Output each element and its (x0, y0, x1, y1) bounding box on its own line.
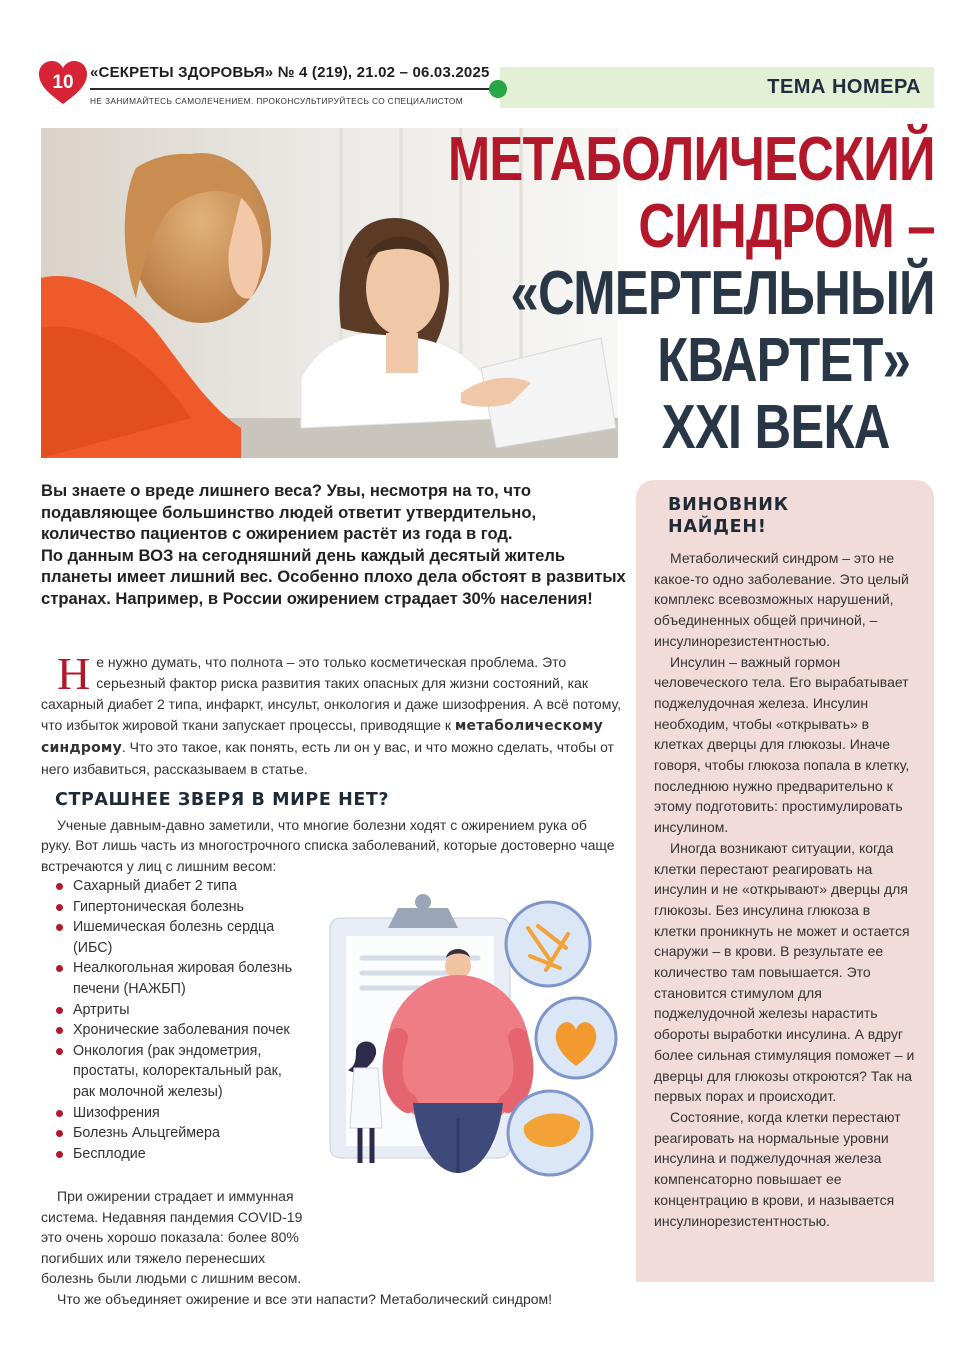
disease-list (55, 876, 305, 1164)
disease-list-item: Сахарный диабет 2 типа (55, 876, 305, 897)
disease-list-item: Хронические заболевания почек (55, 1020, 305, 1041)
green-dot (489, 80, 507, 98)
section-label: ТЕМА НОМЕРА (767, 76, 921, 98)
sidebar-paragraph-3: Иногда возникают ситуации, когда клетки перестают реагировать на инсулин и не «открывают» дверцы для глюкозы. Без инсулина глюкоза в клетки проникнуть не может и остается снаружи – в крови. В результате ее количество там повышается. Это становится стимулом для поджелудочной железы нарастить обороты выработки инсулина. А вдруг более сильная стимуляция поможет – и дверцы для глюкозы откроются? Так на первых порах и происходит. (654, 839, 915, 1105)
publication-title: «СЕКРЕТЫ ЗДОРОВЬЯ» № 4 (219), 21.02 – 06.03.2025 (90, 64, 490, 81)
section1-tail (41, 1186, 631, 1310)
section1-paragraph: Ученые давным-давно заметили, что многие болезни ходят с ожирением рука об руку. Вот лишь часть из многострочного списка заболеваний, которые достоверно чаще встречаются у лиц с лишним весом: (41, 817, 615, 874)
sidebar-title-line-1: ВИНОВНИК (668, 495, 789, 515)
obesity-illustration (318, 888, 618, 1180)
lead-text (41, 480, 626, 609)
headline-line-3: «СМЕРТЕЛЬНЫЙ (510, 259, 935, 328)
sidebar-paragraph-1: Метаболический синдром – это не какое-то одно заболевание. Это целый комплекс всевозможных нарушений, объединенных общей причиной, – инсулинорезистентностью. (654, 550, 909, 649)
drop-cap: Н (57, 648, 91, 699)
disease-list-item: Неалкогольная жировая болезнь печени (НАЖБП) (55, 958, 305, 999)
lead-paragraph-1: Вы знаете о вреде лишнего веса? Увы, несмотря на то, что подавляющее большинство людей ответит утвердительно, количество пациентов с ожирением растёт из года в год. (41, 481, 537, 543)
headline-line-2: СИНДРОМ – (638, 192, 935, 261)
sidebar-text (654, 548, 916, 1231)
disease-list-item: Шизофрения (55, 1103, 305, 1124)
sidebar-title-line-2: НАЙДЕН! (668, 517, 767, 537)
sidebar-paragraph-2: Инсулин – важный гормон человеческого тела. Его вырабатывает поджелудочная железа. Инсулин необходим, чтобы «открывать» в клетках дверцы для глюкозы. Иначе говоря, чтобы глюкоза попала в клетку, последнюю нужно предварительно к этому подготовить: простимулировать инсулином. (654, 653, 910, 836)
sidebar-title (668, 494, 789, 538)
headline-line-5: XXI ВЕКА (662, 393, 890, 462)
disease-list-item: Болезнь Альцгеймера (55, 1123, 305, 1144)
disease-list-item: Бесплодие (55, 1144, 305, 1165)
headline-line-4: КВАРТЕТ» (657, 326, 911, 395)
disease-list-item: Ишемическая болезнь сердца (ИБС) (55, 917, 305, 958)
tail-paragraph-1: При ожирении страдает и иммунная система. Недавняя пандемия COVID-19 это очень хорошо показала: более 80% погибших или тяжело перенесших болезнь были людьми с лишним весом. (41, 1188, 303, 1287)
disease-list-item: Артриты (55, 1000, 305, 1021)
disease-list-item: Онкология (рак эндометрия, простаты, колоректальный рак, рак молочной железы) (55, 1041, 305, 1103)
headline-line-1: МЕТАБОЛИЧЕСКИЙ (448, 125, 935, 194)
header-divider (90, 88, 495, 90)
disease-list-item: Гипертоническая болезнь (55, 897, 305, 918)
intro-text-1: е нужно думать, что полнота – это только косметическая проблема. Это серьезный фактор риска развития таких опасных для жизни состояний, как сахарный диабет 2 типа, инфаркт, инсульт, онкология и даже шизофрения. А всё потому, что избыток жировой ткани запускает процессы, приводящие к (41, 654, 621, 733)
intro-text-2: . Что это такое, как понять, есть ли он у вас, и что можно сделать, чтобы от него избавиться, рассказываем в статье. (41, 739, 614, 777)
intro-term: метаболическому синдрому (41, 718, 603, 756)
section-title-1: СТРАШНЕЕ ЗВЕРЯ В МИРЕ НЕТ? (55, 790, 390, 810)
lead-paragraph-2: По данным ВОЗ на сегодняшний день каждый десятый житель планеты имеет лишний вес. Особенно плохо дела обстоят в развитых странах. Например, в России ожирением страдает 30% населения! (41, 545, 626, 608)
page-number: 10 (52, 72, 74, 93)
tail-paragraph-2: Что же объединяет ожирение и все эти напасти? Метаболический синдром! (57, 1290, 553, 1307)
intro-paragraph (41, 648, 621, 780)
disclaimer: НЕ ЗАНИМАЙТЕСЬ САМОЛЕЧЕНИЕМ. ПРОКОНСУЛЬТИРУЙТЕСЬ СО СПЕЦИАЛИСТОМ (90, 96, 464, 106)
sidebar-paragraph-4: Состояние, когда клетки перестают реагировать на нормальные уровни инсулина и поджелудочная железа компенсаторно повышает ее концентрацию в крови, и называется инсулинорезистентностью. (654, 1108, 901, 1229)
headline (448, 126, 935, 461)
